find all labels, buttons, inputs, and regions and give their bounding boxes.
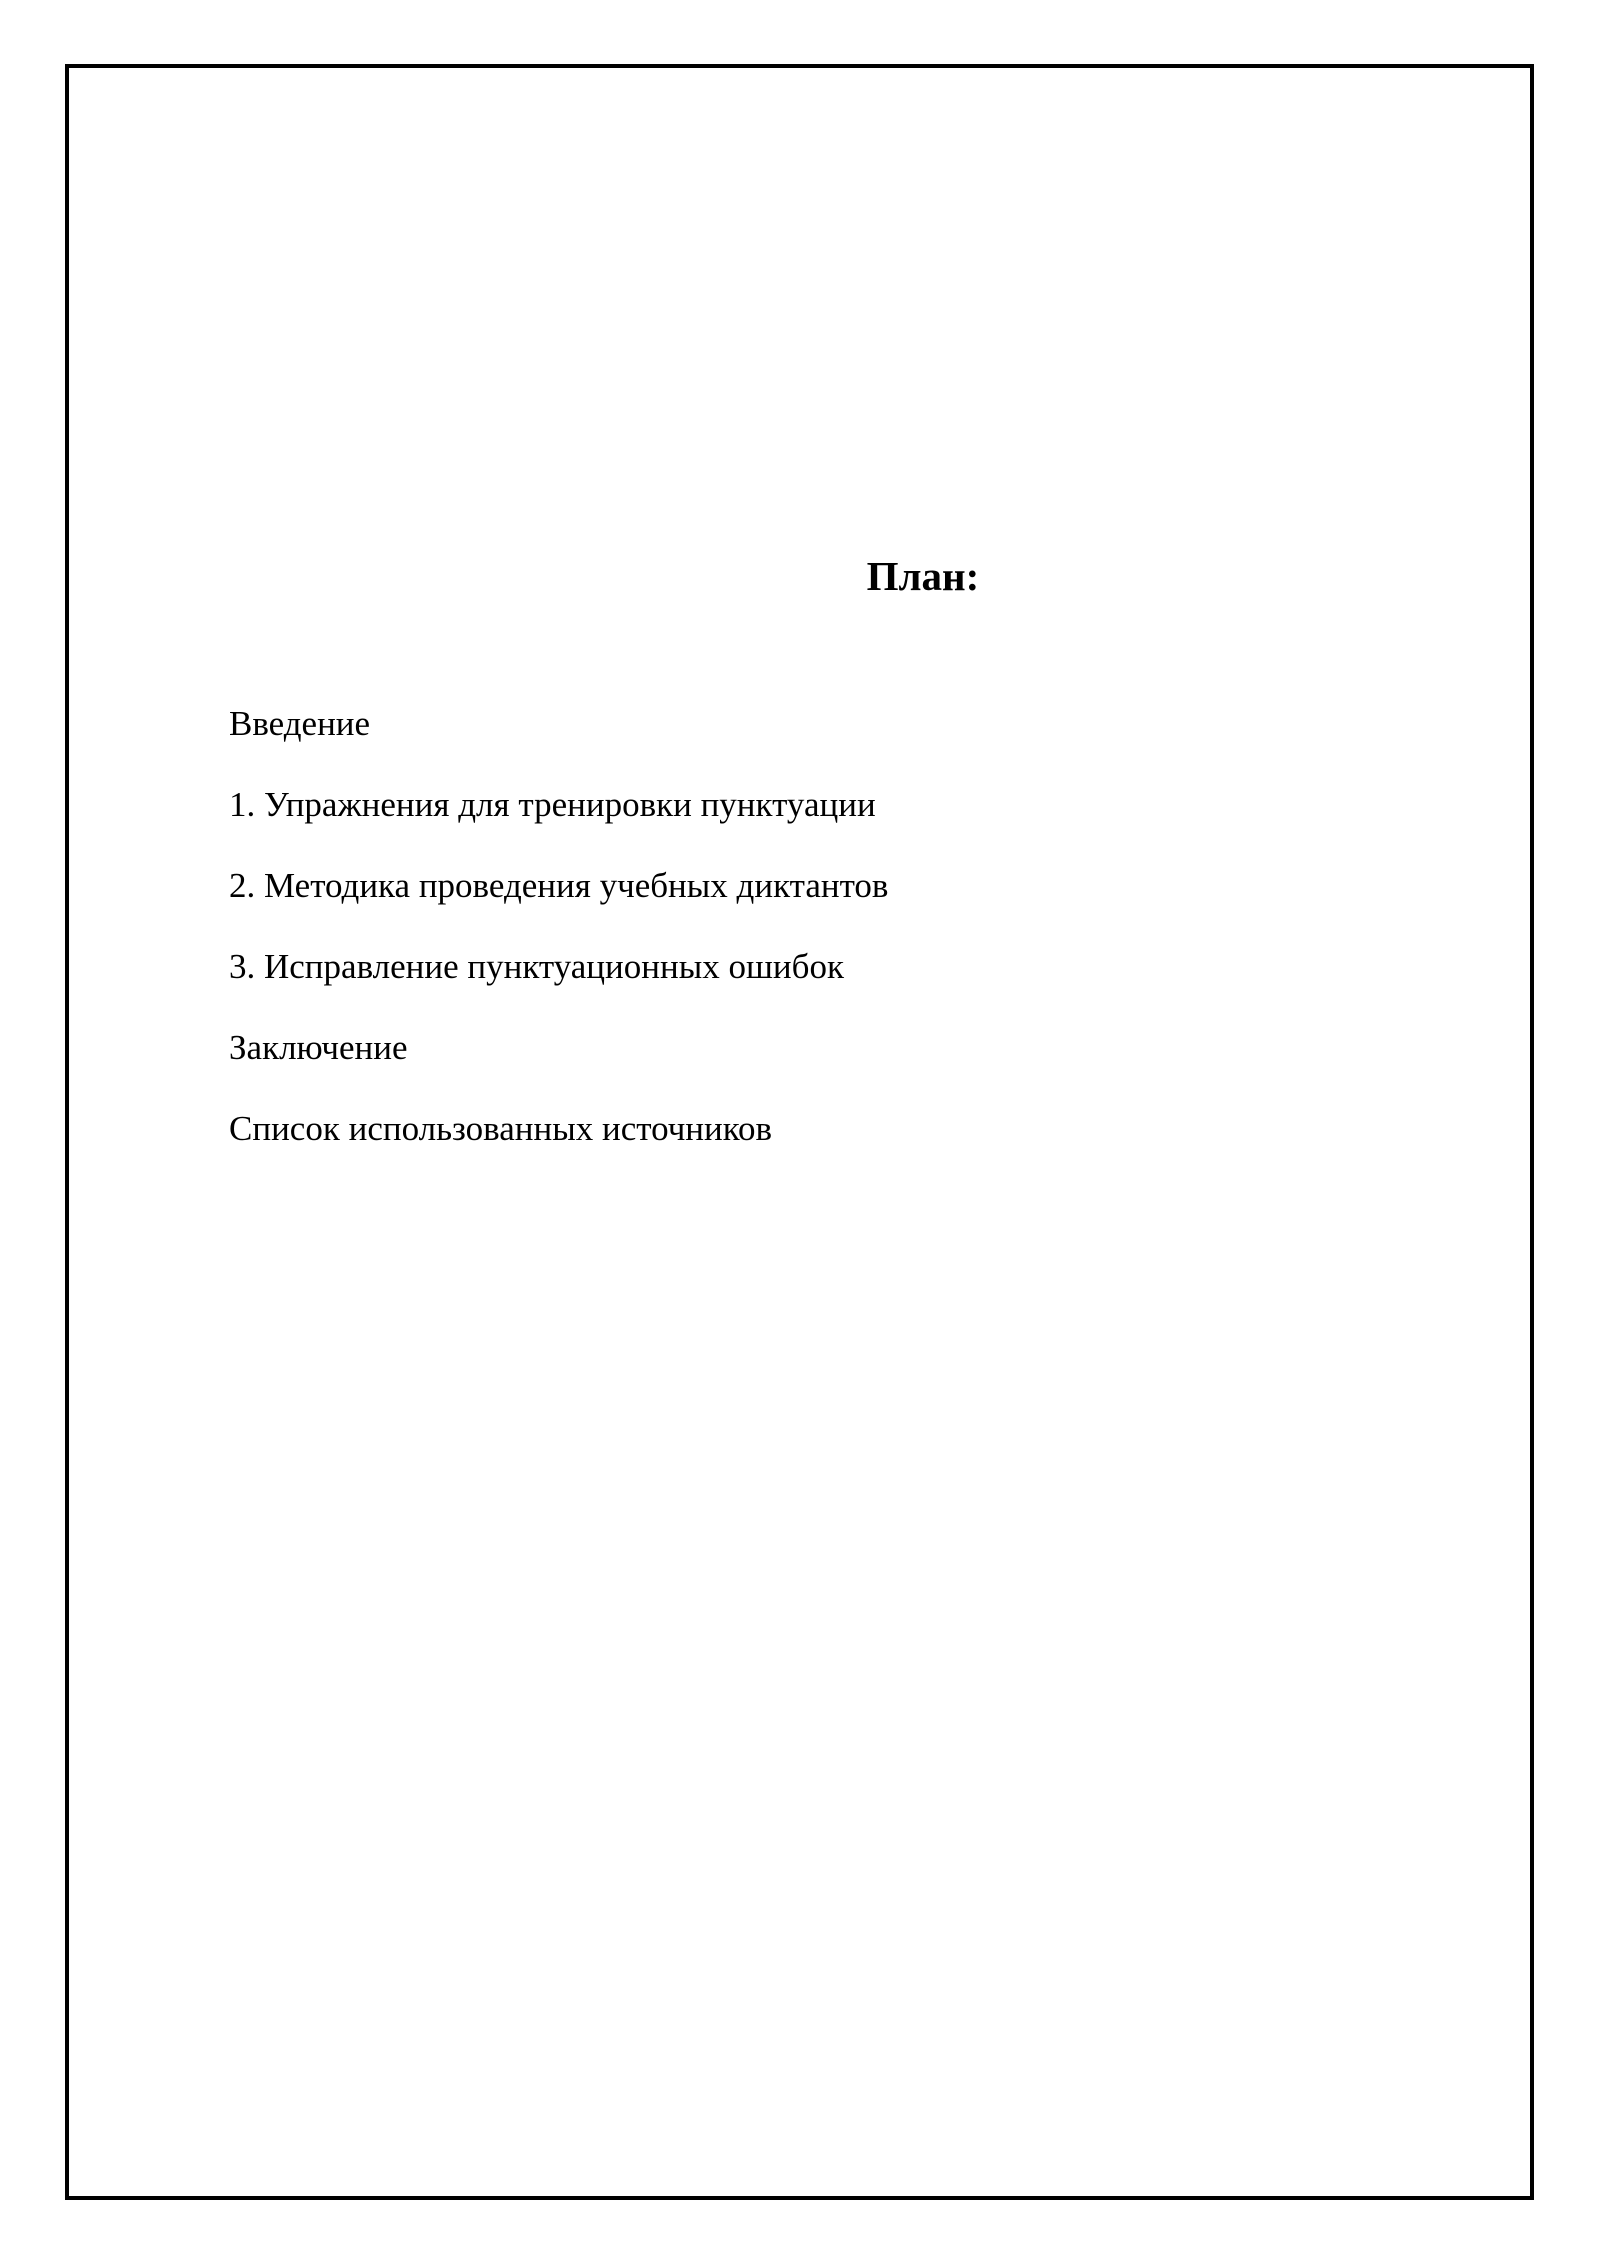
- toc-item-1: 1. Упражнения для тренировки пунктуации: [229, 785, 876, 824]
- toc-item-2: 2. Методика проведения учебных диктантов: [229, 866, 889, 905]
- toc-item-3: 3. Исправление пунктуационных ошибок: [229, 947, 844, 986]
- toc-item-introduction: Введение: [229, 704, 371, 743]
- table-of-contents: [229, 700, 888, 1186]
- page-title: План:: [866, 553, 980, 599]
- toc-item-references: Список использованных источников: [229, 1109, 773, 1148]
- toc-item-conclusion: Заключение: [229, 1028, 408, 1067]
